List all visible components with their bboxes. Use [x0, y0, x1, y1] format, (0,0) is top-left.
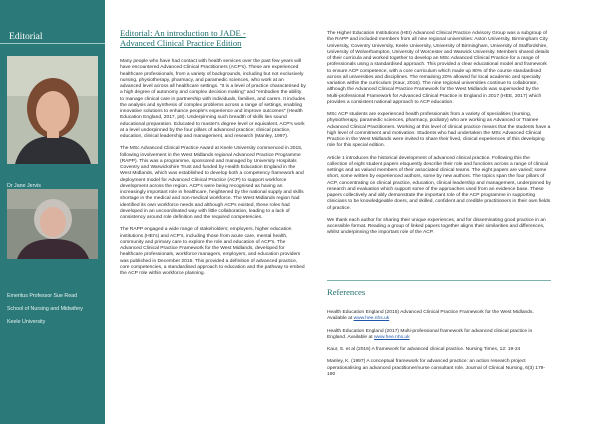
sidebar-title: Editorial: [9, 31, 43, 42]
article-body-left: [120, 59, 306, 283]
author-2-name: Emeritus Professor Sue Read: [7, 293, 78, 299]
author-2-school: School of Nursing and Midwifery: [7, 306, 83, 312]
reference-link[interactable]: www.hee.nhs.uk: [373, 334, 410, 340]
reference-text: Health Education England (2015) Advanced Clinical Practice Framework for the West Midlands. Available at: [327, 310, 534, 322]
author-photo-1: [7, 56, 98, 164]
paragraph: The Higher Education Institutions (HEI) Advanced Clinical Practice Advisory Group was a subgroup of the RAPP and included members from all nine regional universities: Aston University, Birmingham City University, Coventry University, Keele University, University of Birmingham, University of Staffordshire, University of Wolverhampton, University of Worcester and Warwick University. Members shared details of their curricula and worked together to develop an MSc Advanced Clinical Practice for a range of professionals using a standardised approach. This provided a clear educational model and framework to ensure ACP competence, with a core curriculum which made up 80% of the course standardised across all universities and disciplines. The remaining 20% allowed for local academic and specialty variation within the curriculum (Kaur, 2016). The nine regional universities continue to collaborate, although the Advanced Clinical Practice Framework for the West Midlands was superseded by the Multi-professional Framework for Advanced Clinical Practice in England in 2017 (HEE, 2017) which provides a consistent national approach to ACP education.: [327, 31, 550, 105]
article-title-line-2: Advanced Clinical Practice Edition: [120, 37, 242, 48]
reference-item: [327, 310, 551, 323]
sidebar: [0, 0, 105, 424]
paragraph: Many people who have had contact with health services over the past few years will have encountered Advanced Clinical Practitioners (ACP's). These are experienced healthcare professionals, from a variety of backgrounds, including but not exclusively nursing, physiotherapy, pharmacy, and paramedic sciences, who work at an advanced level across all healthcare settings. "It is a level of practice characterised by a high degree of autonomy and complex decision making" and "embodies the ability to manage clinical care in partnership with individuals, families, and carers. It includes the analysis and synthesis of complex problems across a range of settings, enabling innovative solutions to enhance people's experience and improve outcomes" (Health Education England, 2017, p8). Underpinning such breadth of skills lies sound educational preparation. Educated to master's degree level or equivalent, ACP's work at a level underpinned by the four pillars of advanced practice; clinical practice, education, clinical leadership and management, and research (Manley, 1997).: [120, 59, 306, 139]
paragraph: MSc ACP students are experienced health professionals from a variety of specialities (nursing, physiotherapy, paramedic sciences, pharmacy, podiatry) who are working as Advanced or Trainee Advanced Clinical Practitioners. Working at this level of clinical practice means that the students have a high level of commitment and motivation. Students who had undertaken the MSc Advanced Clinical Practice in the West Midlands were invited to share their lived, clinical experiences of this developing role for this special edition.: [327, 112, 551, 149]
author-photo-2: [7, 189, 98, 259]
references-title: References: [327, 287, 366, 297]
reference-item: [327, 359, 551, 378]
author-2-university: Keele University: [7, 319, 46, 325]
sidebar-divider: [0, 43, 105, 44]
reference-link[interactable]: www.hee.nhs.uk: [353, 316, 390, 322]
article-body-right: [327, 31, 551, 243]
reference-text: Kaur, S. et al (2016) A framework for advanced clinical practice. Nursing Times, 12: 19-24: [327, 347, 521, 352]
references-list: [327, 310, 551, 384]
paragraph: The RAPP engaged a wide range of stakeholders; employers, higher education institutions (HEI's) and ACP's, including those from acute care, mental health, community and primary care to explore the role and education of ACP's. The Advanced Clinical Practice Framework for the West Midlands, developed for healthcare professionals, workforce managers, employers, and education providers was published in December 2015. This provided a definition of advanced practice, core competencies, a standardised approach to education and the pathway to embed the ACP role within workforce planning.: [120, 227, 305, 276]
author-1-name: Dr Jane Jervis: [7, 183, 41, 189]
article-title: [120, 29, 306, 48]
reference-item: [327, 347, 551, 353]
reference-item: [327, 329, 551, 342]
references-divider: [327, 280, 551, 281]
paragraph: Article 1 introduces the historical development of advanced clinical practice. Following this the collection of eight student papers eloquently describe their role and functions across a range of clinical settings and as valued members of their associated clinical teams. The eight papers are varied; some short, some written by experienced authors, some by new authors. The topics span the four pillars of ACP, concentrating on clinical practice, education, clinical leadership and management, underpinned by research and evaluation which support some of the approaches used from an evidence base. These papers collectively and ably demonstrate the important role of the ACP programme in supporting clinicians to be knowledgeable doers, and skilled, confident and credible practitioners in their own fields of practice.: [327, 155, 551, 211]
paragraph: The MSc Advanced Clinical Practice Award at Keele University commenced in 2015, following involvement in the West Midlands regional Advanced Practice Programme (RAPP). This was a programme, sponsored and managed by University Hospitals Coventry and Warwickshire Trust and funded by Health Education England in the West Midlands, which was established to develop both a competency framework and deployment model for Advanced Clinical Practice (ACP) to support workforce development across the region. ACP's were being recognised as having an increasingly important role in healthcare, heightened by the national supply and skills shortage in the medical and non-medical workforce. The West Midlands region had identified its own workforce needs and although ACPs existed, these roles had developed in an uncoordinated way with little collaboration, leading to a lack of consistency around role definition and the required competencies.: [120, 146, 304, 220]
author-2-info: [7, 293, 101, 332]
reference-text: Health Education England (2017) Multi-professional framework for advanced clinical practice in England. Available at: [327, 328, 533, 340]
article-title-line-1: Editorial: An introduction to JADE -: [120, 28, 246, 38]
paragraph: We thank each author for sharing their unique experiences, and for disseminating good practice in an accessible format. Reading a group of linked papers together aligns their similarities and differences, whilst underpinning the important role of the ACP.: [327, 217, 546, 236]
reference-text: Manley, K. (1997) A conceptual framework for advanced practice: an action research project operationalising an advanced practitioner/nurse consultant role. Journal of Clinical Nursing, 6(3) 179-190: [327, 359, 546, 377]
